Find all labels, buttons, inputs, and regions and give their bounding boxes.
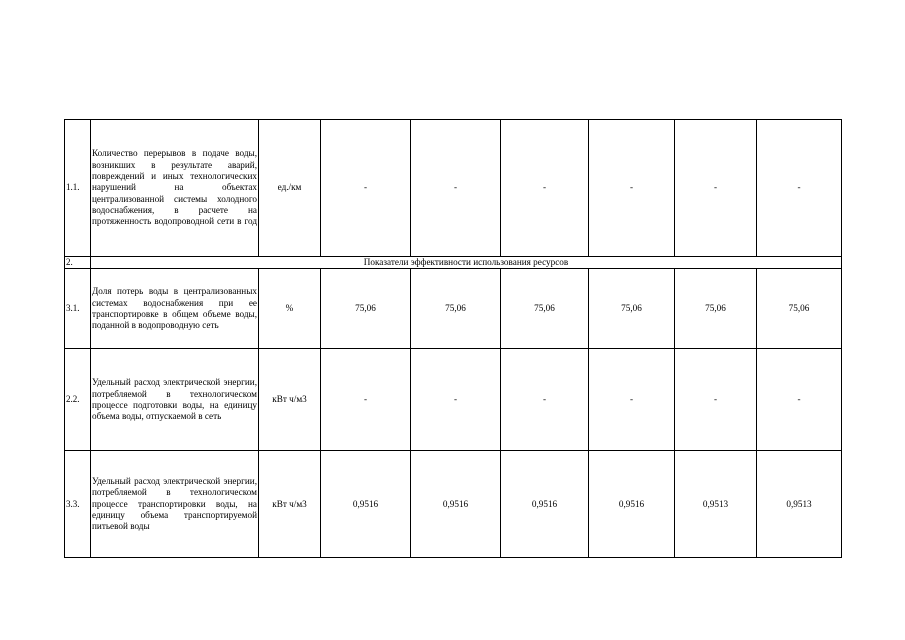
- value-cell: 75,06: [411, 269, 501, 349]
- value-cell: 0,9516: [589, 451, 675, 558]
- value-cell: -: [501, 349, 589, 451]
- value-cell: 75,06: [675, 269, 757, 349]
- value-cell: -: [321, 120, 411, 257]
- value-cell: 75,06: [501, 269, 589, 349]
- value-cell: -: [589, 349, 675, 451]
- row-description: Количество перерывов в подаче воды, возникших в результате аварий, повреждений и иных технологических нарушений на объектах централизованной системы холодного водоснабжения, в расчете на протяженность водопроводной сети в год: [91, 120, 259, 257]
- value-cell: 75,06: [757, 269, 842, 349]
- row-unit: кВт ч/м3: [259, 349, 321, 451]
- table-row: [65, 120, 842, 257]
- table-row: [65, 451, 842, 558]
- value-cell: 0,9516: [411, 451, 501, 558]
- value-cell: -: [757, 120, 842, 257]
- row-number: 2.: [65, 257, 91, 269]
- value-cell: -: [675, 349, 757, 451]
- value-cell: 0,9513: [675, 451, 757, 558]
- value-cell: -: [675, 120, 757, 257]
- value-cell: 0,9516: [501, 451, 589, 558]
- row-number: 3.3.: [65, 451, 91, 558]
- indicators-table: [64, 119, 842, 558]
- row-number: 1.1.: [65, 120, 91, 257]
- row-number: 2.2.: [65, 349, 91, 451]
- value-cell: -: [321, 349, 411, 451]
- value-cell: -: [411, 349, 501, 451]
- section-row: [65, 257, 842, 269]
- row-number: 3.1.: [65, 269, 91, 349]
- row-unit: %: [259, 269, 321, 349]
- row-description: Удельный расход электрической энергии, потребляемой в технологическом процессе подготовки воды, на единицу объема воды, отпускаемой в сеть: [91, 349, 259, 451]
- row-description: Удельный расход электрической энергии, потребляемой в технологическом процессе транспортировки воды, на единицу объема транспортируемой питьевой воды: [91, 451, 259, 558]
- value-cell: -: [501, 120, 589, 257]
- section-title: Показатели эффективности использования ресурсов: [91, 257, 842, 269]
- value-cell: 0,9513: [757, 451, 842, 558]
- value-cell: -: [589, 120, 675, 257]
- row-unit: кВт ч/м3: [259, 451, 321, 558]
- value-cell: 75,06: [589, 269, 675, 349]
- value-cell: 75,06: [321, 269, 411, 349]
- table-row: [65, 349, 842, 451]
- value-cell: -: [411, 120, 501, 257]
- table-row: [65, 269, 842, 349]
- row-description: Доля потерь воды в централизованных системах водоснабжения при ее транспортировке в общем объеме воды, поданной в водопроводную сеть: [91, 269, 259, 349]
- value-cell: -: [757, 349, 842, 451]
- value-cell: 0,9516: [321, 451, 411, 558]
- row-unit: ед./км: [259, 120, 321, 257]
